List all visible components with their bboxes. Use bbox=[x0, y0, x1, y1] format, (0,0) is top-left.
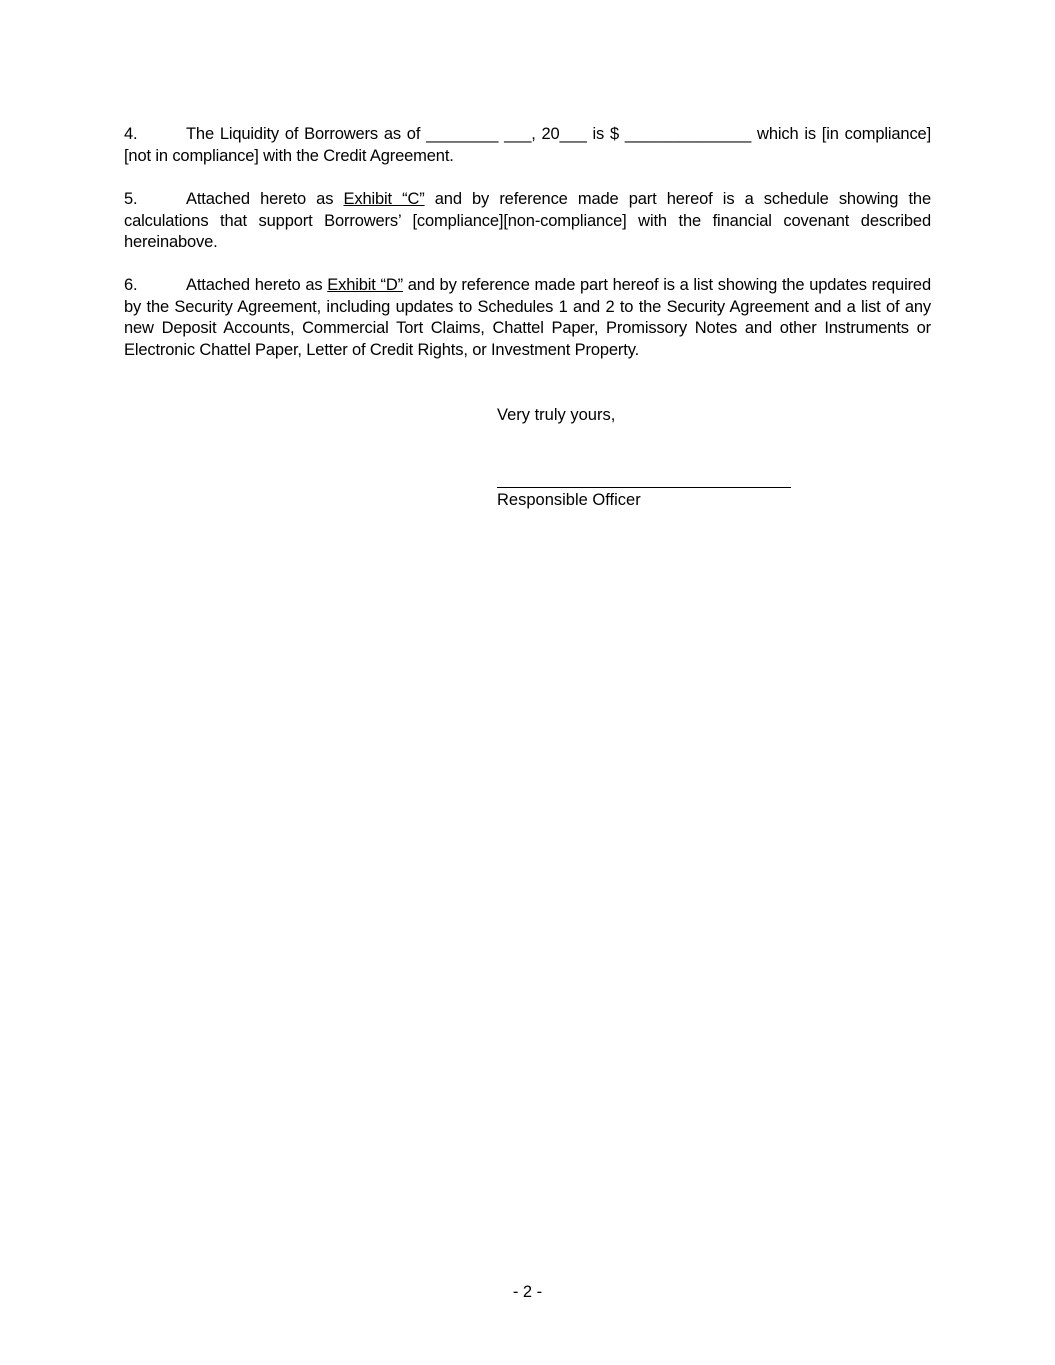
paragraph-4 bbox=[124, 124, 931, 167]
paragraph-6 bbox=[124, 275, 931, 362]
paragraph-number: 6. bbox=[124, 276, 138, 294]
page-number: - 2 - bbox=[512, 1283, 543, 1301]
exhibit-c-reference: Exhibit “C” bbox=[343, 190, 425, 208]
paragraph-text: The Liquidity of Borrowers as of ________ ___, 20___ is $ ______________ which is [in compliance] [not in compliance] with the Credit Agreement. bbox=[124, 125, 931, 165]
paragraph-lead-text: Attached hereto as bbox=[186, 276, 328, 294]
paragraph-number: 5. bbox=[124, 190, 138, 208]
signature-label: Responsible Officer bbox=[497, 491, 641, 509]
paragraph-number: 4. bbox=[124, 125, 138, 143]
paragraph-text: and by reference made part hereof is a schedule showing the calculations that support Borrowers’ [compliance][non-compliance] with the financial covenant described hereinabove. bbox=[124, 190, 931, 252]
closing-salutation: Very truly yours, bbox=[497, 406, 616, 424]
signature-line bbox=[497, 487, 791, 488]
exhibit-d-reference: Exhibit “D” bbox=[327, 276, 403, 294]
paragraph-5 bbox=[124, 189, 931, 254]
paragraph-lead-text: Attached hereto as bbox=[186, 190, 344, 208]
paragraph-text: and by reference made part hereof is a list showing the updates required by the Security Agreement, including updates to Schedules 1 and 2 to the Security Agreement and a list of any new Deposit Accounts, Commercial Tort Claims, Chattel Paper, Promissory Notes and other Instruments or Electronic Chattel Paper, Letter of Credit Rights, or Investment Property. bbox=[124, 276, 931, 360]
